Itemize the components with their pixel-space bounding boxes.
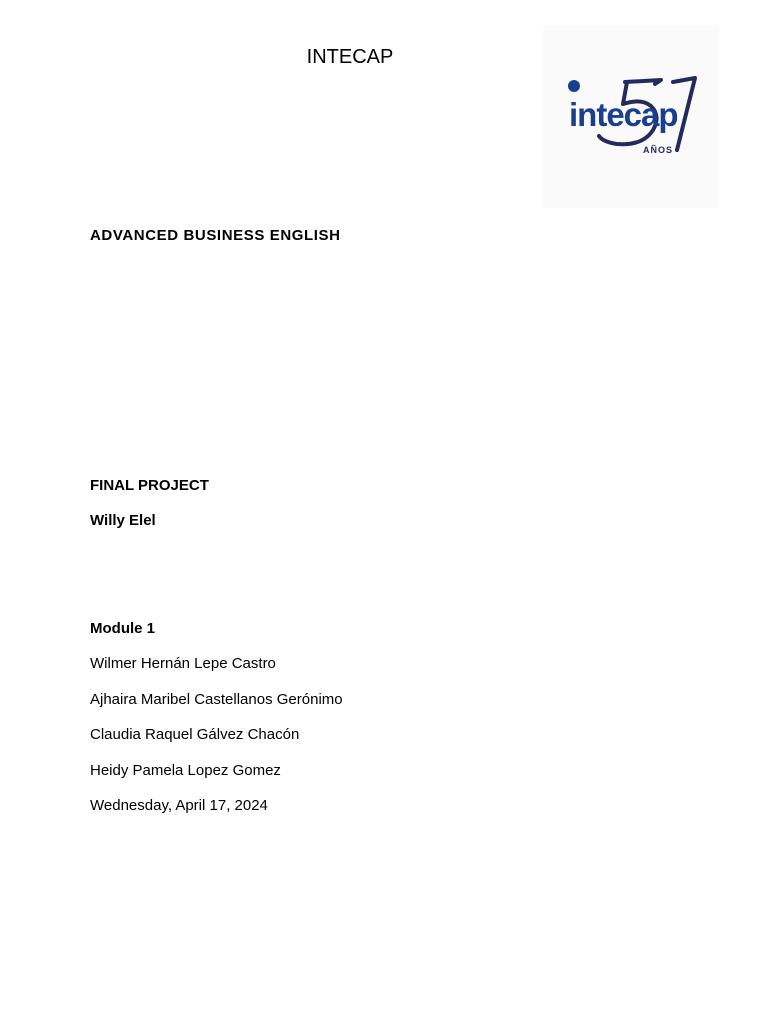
member-name: Wilmer Hernán Lepe Castro — [90, 655, 276, 672]
member-name: Claudia Raquel Gálvez Chacón — [90, 726, 300, 743]
logo-anniversary-word: AÑOS — [643, 145, 674, 155]
member-name: Heidy Pamela Lopez Gomez — [90, 762, 281, 779]
document-date: Wednesday, April 17, 2024 — [90, 797, 268, 814]
project-name: Willy Elel — [90, 512, 156, 529]
logo-brand-text: intecap — [569, 96, 678, 133]
project-title: FINAL PROJECT — [90, 477, 209, 494]
course-title: ADVANCED BUSINESS ENGLISH — [90, 227, 341, 244]
intecap-logo — [543, 26, 719, 208]
intecap-logo-graphic — [565, 74, 697, 158]
institution-title: INTECAP — [306, 46, 394, 68]
module-label: Module 1 — [90, 620, 156, 637]
logo-dot — [568, 80, 580, 92]
member-name: Ajhaira Maribel Castellanos Gerónimo — [90, 691, 343, 708]
